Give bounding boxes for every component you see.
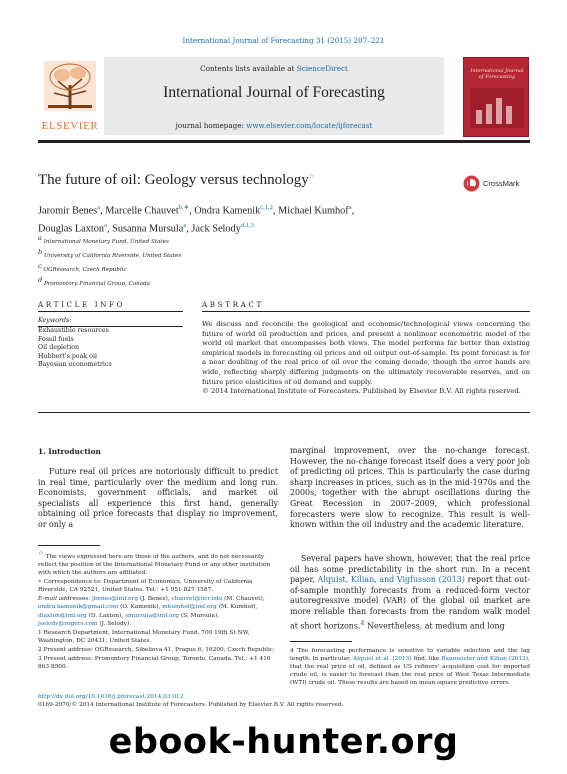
- email-link[interactable]: smursula@imf.org: [125, 612, 179, 619]
- footnotes-left: [38, 549, 278, 672]
- email-link[interactable]: mkumhof@imf.org: [162, 604, 217, 611]
- front-matter-divider: [38, 412, 530, 413]
- watermark: ebook-hunter.org: [108, 722, 459, 762]
- affiliation-item: [38, 275, 181, 289]
- email-link[interactable]: chauvet@ucr.edu: [171, 596, 223, 603]
- footnote-mark: 2: [38, 646, 42, 653]
- email-link[interactable]: ondra.kamenik@gmail.com: [38, 604, 119, 611]
- email-owner: (J. Selody).: [99, 620, 132, 627]
- journal-homepage: [104, 121, 444, 130]
- abstract-text: We discuss and reconcile the geological and economic/technological views concerning the future of world oil production and prices, and present a nonlinear econometric model of the world oil market that encompasses both views. The model performs far better than existing empirical models in forecasting oil prices and oil output out-of-sample. Its point forecast is for a near doubling of the real price of oil over the coming decade, though the error bands are wide, reflecting sharply differing judgments on the ultimately recoverable reserves, and on future price elasticities of oil demand and supply.: [202, 320, 530, 386]
- elsevier-logo[interactable]: [38, 57, 102, 135]
- paper-title-text: The future of oil: Geology versus technology: [38, 172, 309, 188]
- footnote-divider: [38, 545, 100, 546]
- journal-masthead: [38, 57, 530, 137]
- author-affil[interactable]: a: [183, 222, 187, 230]
- author-affil[interactable]: b,∗: [178, 204, 190, 211]
- crossmark-badge[interactable]: [463, 175, 543, 195]
- paragraph-text: report that out-of-sample monthly forecasts from a reduced-form vector autoregressive model (VAR) of the global oil market are more reliable than forecasts from the random walk model at short horizons.: [290, 575, 530, 631]
- author-name: Douglas Laxton: [38, 223, 105, 235]
- abstract-copyright: © 2014 International Institute of Forecasters. Published by Elsevier B.V. All rights reserved.: [202, 387, 521, 396]
- email-link[interactable]: jselody@rogers.com: [38, 620, 98, 627]
- keyword: Oil depletion: [38, 344, 80, 352]
- footnote-corr: [38, 578, 278, 594]
- footnote-2: [38, 646, 278, 654]
- author-name: Susanna Mursula: [112, 223, 184, 235]
- footnote-text: The views expressed here are those of the authors, and do not necessarily reflect the position of the International Monetary Fund or any other institution with which the authors are affiliated.: [38, 553, 271, 577]
- footnote-text: Correspondence to: Department of Economics, University of California Riverside, CA 92521, United States. Tel.: +1 951 827 1587.: [38, 579, 253, 594]
- author-name: Michael Kumhof: [278, 205, 349, 217]
- affiliation-mark: d: [38, 276, 43, 285]
- email-owner: (J. Benes): [139, 596, 168, 603]
- abstract-heading: ABSTRACT: [202, 300, 264, 309]
- journal-cover-thumbnail[interactable]: [463, 57, 529, 137]
- footnote-mark: 3: [38, 656, 42, 663]
- email-link[interactable]: dlaxton@imf.org: [38, 612, 87, 619]
- paper-title: [38, 172, 315, 189]
- paragraph-text: Nevertheless, at medium and long: [364, 621, 505, 631]
- author-affil[interactable]: a: [104, 222, 107, 230]
- affiliation-text: OGResearch, Czech Republic: [43, 266, 127, 273]
- keywords-list: [38, 327, 112, 370]
- email-owner: (S. Mursula): [180, 612, 218, 619]
- citation-link[interactable]: Alquist, Kilian, and Vigfusson (2013): [317, 575, 465, 585]
- body-paragraph: Future real oil prices are notoriously difficult to predict in real time, particularly over the medium and long run. Economists, government officials, and market oil specialists all experience this first hand, generally obtaining oil price forecasts that display no improvement, or only a: [38, 467, 278, 529]
- footnote-text: , that the real price of oil, defined as US refiners' acquisition cost for imported crude oil, is easier to forecast than the real price of West Texas Intermediate (WTI) crude oil. These results are based on mean square predictive errors.: [290, 656, 530, 687]
- email-owner: (O. Kamenik): [120, 604, 159, 611]
- email-owner: (D. Laxton): [88, 612, 122, 619]
- cover-title: International Journal of Forecasting: [470, 68, 524, 80]
- body-paragraph: marginal improvement, over the no-change forecast. However, the no-change forecast itself does a very poor job of predicting oil prices. This is particularly the case during sharp increases in prices, such as in the mid-1970s and the 2000s, together with the abrupt oscillations during the Great Recession in 2007–2009, which professional forecasters were slow to recognize. This result is well-known within the oil industry and the academic literature.: [290, 446, 530, 530]
- footnote-text: Present address: OGResearch, Sibeliova 41, Prague 6, 16200, Czech Republic.: [43, 646, 275, 653]
- footnote-mark: 4: [290, 648, 294, 654]
- affiliation-text: Promontory Financial Group, Canada: [43, 281, 151, 288]
- affiliation-item: [38, 233, 181, 247]
- keyword: Hubbert's peak oil: [38, 352, 97, 360]
- author-affil[interactable]: a: [348, 204, 352, 211]
- footnote-emails: E-mail addresses: jbenes@imf.org (J. Benes), chauvet@ucr.edu (M. Chauvet), ondra.kamenik@gmail.com (O. Kamenik), mkumhof@imf.org (M. Kumhof), dlaxton@imf.org (D. Laxton), smursula@imf.org (S. Mursula), jselody@rogers.com (J. Selody).: [38, 596, 265, 627]
- affiliation-mark: a: [38, 234, 42, 242]
- homepage-prefix: journal homepage:: [175, 121, 247, 130]
- crossmark-icon: [463, 175, 480, 192]
- section-heading: 1. Introduction: [38, 447, 101, 456]
- journal-citation[interactable]: International Journal of Forecasting 31 (2015) 207–221: [182, 36, 385, 45]
- sciencedirect-link[interactable]: ScienceDirect: [296, 64, 348, 73]
- header-divider: [38, 140, 530, 143]
- doi-link[interactable]: http://dx.doi.org/10.1016/j.ijforecast.2014.03.012: [38, 694, 184, 700]
- author-name: Ondra Kamenik: [194, 205, 261, 217]
- footnote-text: Present address: Promontory Financial Group, Toronto, Canada. Tel.: +1 416 863 8500.: [38, 656, 271, 671]
- abstract-divider: [202, 311, 530, 312]
- crossmark-label: CrossMark: [483, 179, 520, 188]
- author-affil[interactable]: a: [97, 204, 101, 211]
- homepage-link[interactable]: www.elsevier.com/locate/ijforecast: [246, 121, 373, 130]
- abstract-body: [202, 320, 530, 397]
- body-paragraph: [290, 554, 530, 632]
- elsevier-wordmark: ELSEVIER: [41, 120, 99, 132]
- contents-prefix: Contents lists available at: [200, 64, 297, 73]
- journal-header-panel: [104, 57, 444, 135]
- author-line-1: Jaromir Benes$^a$, Marcelle Chauvet$^{b,∗}$, Ondra Kamenik$^{c,1,2}$, Michael Kumhof$^a$,: [38, 204, 355, 217]
- affiliation-text: International Monetary Fund, United States: [43, 238, 169, 245]
- footnote-1: [38, 629, 278, 645]
- footnote-text: Research Department, International Monetary Fund, 700 19th St NW, Washington, DC 20431, United States.: [38, 629, 250, 644]
- author-affil[interactable]: d,1,3: [240, 222, 254, 230]
- footnote-text: The forecasting performance is sensitive to variable selection and the lag length. In particular,: [290, 648, 531, 663]
- footnote-mark: 1: [38, 629, 42, 636]
- affiliation-mark: c: [38, 262, 42, 271]
- keyword: Bayesian econometrics: [38, 361, 112, 369]
- citation-link[interactable]: Alquist et al. (2013): [352, 656, 412, 663]
- affiliation-item: [38, 247, 181, 261]
- issn-copyright: 0169-2070/© 2014 International Institute of Forecasters. Published by Elsevier B.V. All rights reserved.: [38, 702, 344, 708]
- email-owner: (M. Chauvet): [224, 596, 263, 603]
- author-name: Jack Selody: [191, 223, 241, 235]
- journal-title: International Journal of Forecasting: [163, 84, 385, 101]
- footnote-ref[interactable]: 4: [360, 618, 365, 627]
- affiliations: [38, 233, 181, 289]
- author-affil[interactable]: c,1,2: [260, 204, 273, 211]
- footnote-3: [38, 655, 278, 671]
- affiliation-item: [38, 261, 181, 275]
- elsevier-tree-icon: [44, 61, 96, 111]
- author-name: Marcelle Chauvet: [105, 205, 179, 217]
- email-link[interactable]: jbenes@imf.org: [92, 596, 139, 603]
- title-footnote-mark[interactable]: ☆: [308, 173, 315, 180]
- author-line-2: Douglas Laxton$^a$, Susanna Mursula$^a$, Jack Selody$^{d,1,3}$: [38, 222, 254, 235]
- footnote-divider: [290, 641, 352, 642]
- keyword: Fossil fuels: [38, 335, 74, 343]
- emails-label: E-mail addresses:: [38, 596, 91, 603]
- footnote-text: find, like: [411, 656, 442, 663]
- affiliation-text: University of California Riverside, United States: [43, 252, 182, 259]
- footnote-mark: ∗: [38, 579, 42, 586]
- author-list: [38, 200, 468, 237]
- contents-availability: [104, 64, 444, 73]
- article-info-heading: ARTICLE INFO: [38, 300, 126, 309]
- affiliation-mark: b: [38, 248, 43, 257]
- keywords-label: Keywords:: [38, 317, 72, 324]
- cover-graphic-icon: [470, 88, 524, 128]
- author-name: Jaromir Benes: [38, 205, 98, 217]
- footnote-star: [38, 549, 278, 577]
- citation-link[interactable]: Baumeister and Kilian (2012): [441, 656, 529, 663]
- keyword: Exhaustible resources: [38, 327, 109, 334]
- email-owner: (M. Kumhof): [218, 604, 256, 611]
- footnote-mark: ☆: [38, 549, 44, 557]
- footnote-4: [290, 647, 530, 687]
- paragraph-text: Several papers have shown, however, that the real price oil has some predictability in the short run. In a recent paper,: [290, 554, 530, 585]
- article-info-divider: [38, 311, 183, 312]
